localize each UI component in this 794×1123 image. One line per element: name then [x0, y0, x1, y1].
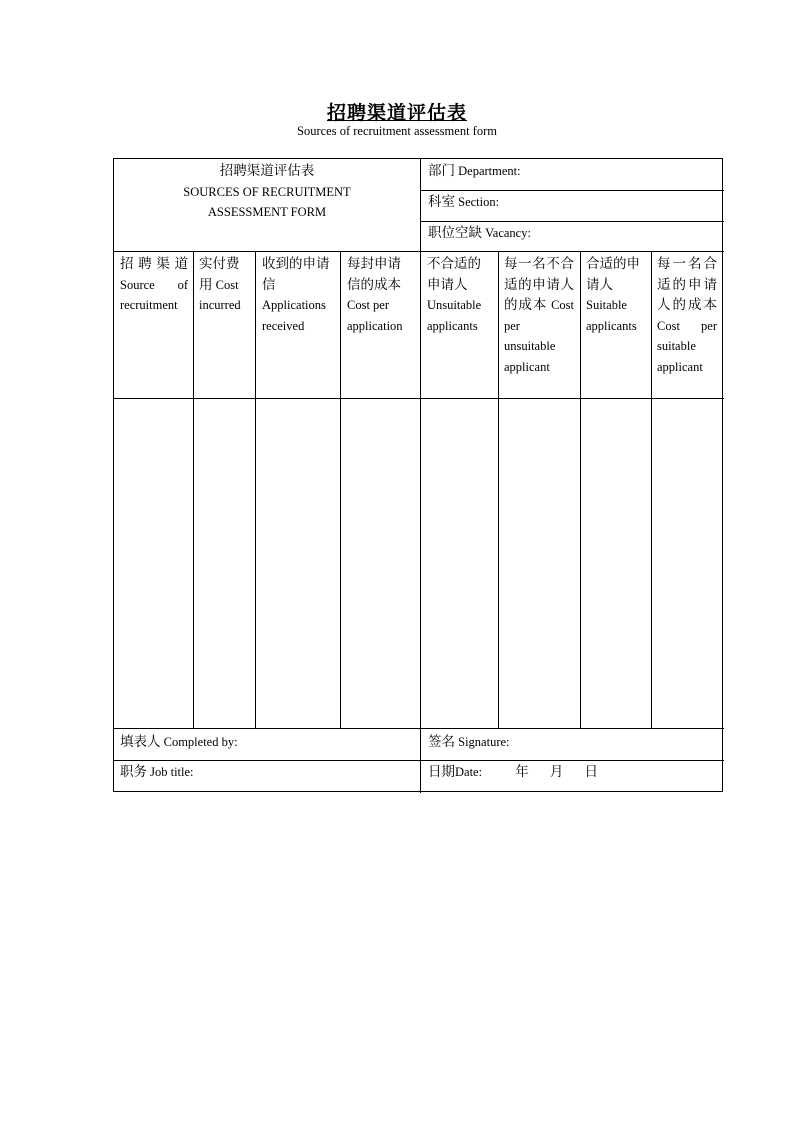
column-header-cn: 不合适的申请人	[427, 256, 481, 293]
column-divider-4	[420, 251, 421, 793]
column-header-en: Unsuitable applicants	[427, 298, 482, 333]
column-header-suitable	[586, 254, 648, 336]
document-title	[0, 98, 794, 125]
divider-dept-section	[420, 190, 724, 191]
job-title-label-en: Job title:	[150, 765, 194, 779]
signature-label-en: Signature:	[458, 735, 510, 749]
form-title-cn: 招聘渠道评估表	[219, 163, 315, 179]
column-header-cn: 每封申请信的成本	[347, 256, 401, 293]
column-header-cn: 收到的申请信	[262, 256, 330, 293]
column-header-en: Applications received	[262, 298, 326, 333]
completed-by-field[interactable]	[120, 732, 415, 753]
column-header-cost-per-unsuitable	[504, 254, 574, 377]
column-header-cost-per-application	[347, 254, 414, 336]
assessment-form-table	[113, 158, 723, 792]
column-header-cn: 招聘渠道	[120, 256, 188, 272]
divider-columns-body	[114, 398, 724, 399]
divider-body-footer	[114, 728, 724, 729]
signature-label-cn: 签名	[428, 734, 455, 750]
divider-footer-rows	[114, 760, 724, 761]
vacancy-field[interactable]	[428, 223, 718, 244]
column-header-cn: 合适的申请人	[586, 256, 640, 293]
column-header-cn: 每一名合适的申请人的成本	[657, 256, 717, 313]
completed-by-label-cn: 填表人	[120, 734, 161, 750]
job-title-label-cn: 职务	[120, 764, 147, 780]
date-year-label: 年	[515, 764, 529, 780]
department-field[interactable]	[428, 161, 718, 182]
document-title-text: 招聘渠道评估表	[326, 102, 467, 124]
column-divider-6	[580, 251, 581, 729]
column-divider-3	[340, 251, 341, 729]
column-header-cost-per-suitable	[657, 254, 717, 377]
document-subtitle: Sources of recruitment assessment form	[297, 124, 497, 138]
column-header-en: Cost per unsuitable applicant	[504, 298, 574, 374]
form-title-en-line2: ASSESSMENT FORM	[207, 205, 327, 219]
vacancy-label-en: Vacancy:	[485, 226, 531, 240]
divider-section-vacancy	[420, 221, 724, 222]
section-label-cn: 科室	[428, 194, 455, 210]
department-label-cn: 部门	[428, 163, 455, 179]
column-header-en: Cost incurred	[199, 277, 241, 312]
section-label-en: Section:	[458, 195, 500, 209]
column-header-en: Suitable applicants	[586, 298, 637, 333]
signature-field[interactable]	[428, 732, 718, 753]
column-header-cn: 每一名不合适的申请人的成本	[504, 256, 574, 313]
column-header-applications	[262, 254, 335, 336]
completed-by-label-en: Completed by:	[163, 735, 238, 749]
divider-header-middle	[420, 159, 421, 251]
column-divider-7	[651, 251, 652, 729]
vacancy-label-cn: 职位空缺	[428, 225, 482, 241]
column-divider-2	[255, 251, 256, 729]
column-header-en: Source of recruitment	[120, 277, 188, 312]
column-header-en: Cost per suitable applicant	[657, 318, 717, 374]
job-title-field[interactable]	[120, 762, 415, 783]
column-header-unsuitable	[427, 254, 493, 336]
form-title-en-line1: SOURCES OF RECRUITMENT	[183, 184, 351, 199]
date-label-cn: 日期	[428, 764, 455, 780]
column-header-cn: 实付费用	[199, 256, 240, 293]
section-field[interactable]	[428, 192, 718, 213]
date-day-label: 日	[584, 764, 598, 780]
date-field[interactable]	[428, 762, 718, 783]
form-title-block	[114, 161, 420, 223]
column-header-en: Cost per application	[347, 298, 403, 333]
date-label-en: Date:	[455, 765, 483, 779]
column-divider-5	[498, 251, 499, 729]
column-divider-1	[193, 251, 194, 729]
date-month-label: 月	[549, 764, 564, 780]
column-header-cost	[199, 254, 251, 316]
department-label-en: Department:	[458, 164, 521, 178]
divider-header-columns	[114, 251, 724, 252]
column-header-source	[120, 254, 188, 316]
